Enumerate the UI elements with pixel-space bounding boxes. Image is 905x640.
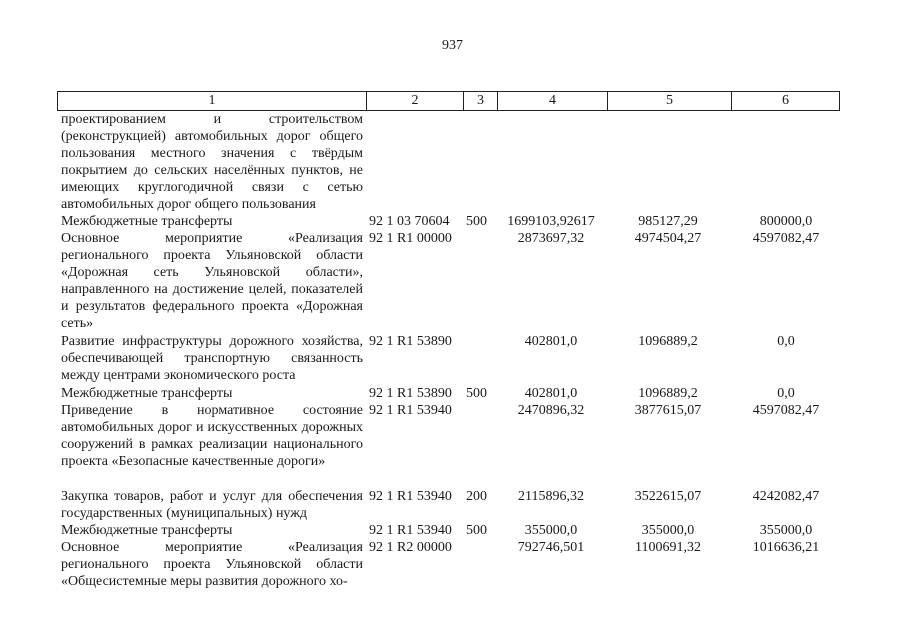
row-value-col5: 1100691,32 <box>635 540 701 555</box>
row-value-col5: 355000,0 <box>641 523 695 538</box>
row-expense-type: 500 <box>466 523 487 538</box>
row-code: 92 1 03 70604 <box>369 214 450 229</box>
row-value-col6: 355000,0 <box>759 523 813 538</box>
row-value-col6: 4242082,47 <box>752 489 820 504</box>
header-col-4: 4 <box>498 92 608 110</box>
row-value-col5: 3877615,07 <box>634 403 702 418</box>
row-value-col5: 4974504,27 <box>634 231 702 246</box>
row-name: Межбюджетные трансферты <box>61 214 233 229</box>
header-col-2: 2 <box>367 92 464 110</box>
row-value-col6: 4597082,47 <box>752 231 820 246</box>
row-value-col6: 1016636,21 <box>752 540 820 555</box>
row-code: 92 1 R1 00000 <box>369 231 452 246</box>
header-col-6: 6 <box>782 93 789 108</box>
row-value-col4: 355000,0 <box>524 523 578 538</box>
row-code: 92 1 R1 53890 <box>369 334 452 349</box>
row-name: Основное мероприятие «Реализация регионального проекта Ульяновской области «Общесистемные меры развития дорожного хо- <box>61 540 363 589</box>
row-code: 92 1 R1 53890 <box>369 386 452 401</box>
row-value-col4: 2873697,32 <box>517 231 585 246</box>
header-col-1: 1 <box>58 92 367 110</box>
row-value-col5: 1096889,2 <box>638 334 698 349</box>
header-col-5: 5 <box>608 92 732 110</box>
row-expense-type: 200 <box>466 489 487 504</box>
row-expense-type: 500 <box>466 214 487 229</box>
row-value-col5: 3522615,07 <box>634 489 702 504</box>
row-value-col6: 0,0 <box>777 386 795 401</box>
row-name: Межбюджетные трансферты <box>61 523 233 538</box>
row-name: Основное мероприятие «Реализация регионального проекта Ульяновской области «Дорожная сеть Ульяновской области», направленного на достижение целей, показателей и результатов федерального проекта «Дорожная сеть» <box>61 231 363 331</box>
row-value-col5: 985127,29 <box>638 214 698 229</box>
row-value-col4: 1699103,92617 <box>507 214 595 229</box>
row-value-col4: 2470896,32 <box>517 403 585 418</box>
row-code: 92 1 R1 53940 <box>369 403 452 418</box>
row-code: 92 1 R1 53940 <box>369 523 452 538</box>
row-value-col6: 0,0 <box>777 334 795 349</box>
row-name: Закупка товаров, работ и услуг для обеспечения государственных (муниципальных) нужд <box>61 489 363 521</box>
row-value-col6: 4597082,47 <box>752 403 820 418</box>
row-value-col4: 2115896,32 <box>518 489 584 504</box>
row-name: Приведение в нормативное состояние автомобильных дорог и искусственных дорожных сооружений в рамках реализации национального проекта «Безопасные качественные дороги» <box>61 403 363 469</box>
row-name: Развитие инфраструктуры дорожного хозяйства, обеспечивающей транспортную связанность между центрами экономического роста <box>61 334 363 383</box>
page-number: 937 <box>442 38 463 53</box>
row-value-col4: 402801,0 <box>524 334 578 349</box>
row-value-col6: 800000,0 <box>759 214 813 229</box>
row-code: 92 1 R1 53940 <box>369 489 452 504</box>
row-code: 92 1 R2 00000 <box>369 540 452 555</box>
row-expense-type: 500 <box>466 386 487 401</box>
table-header <box>57 91 840 111</box>
row-value-col4: 792746,501 <box>517 540 585 555</box>
row-name: Межбюджетные трансферты <box>61 386 233 401</box>
header-col-3: 3 <box>464 92 498 110</box>
row-value-col5: 1096889,2 <box>638 386 698 401</box>
row-value-col4: 402801,0 <box>524 386 578 401</box>
row-name: проектированием и строительством (реконструкцией) автомобильных дорог общего пользования местного значения с твёрдым покрытием до сельских населённых пунктов, не имеющих круглогодичной связи с сетью автомобильных дорог общего пользования <box>61 112 363 212</box>
